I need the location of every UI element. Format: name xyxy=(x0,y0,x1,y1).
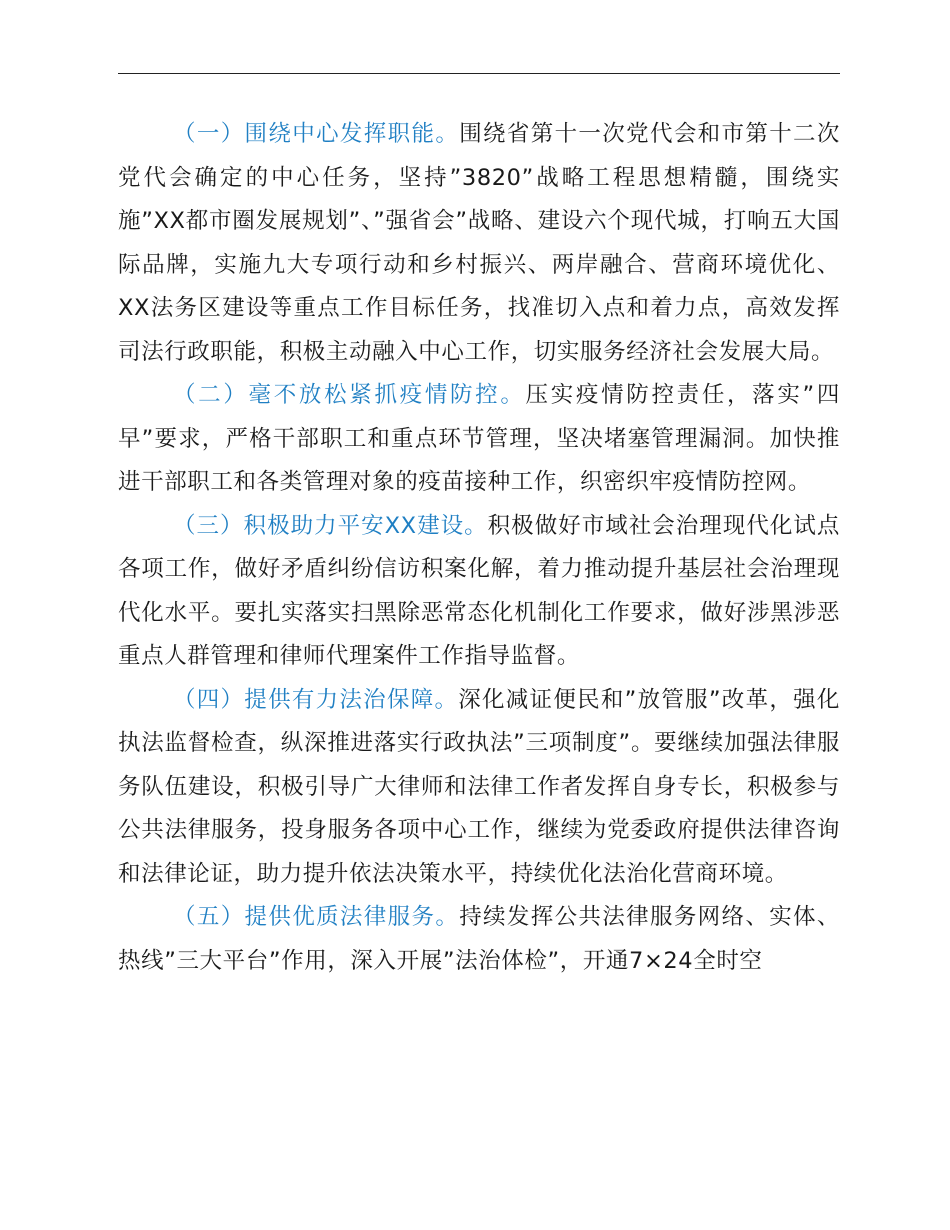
header-rule xyxy=(118,73,840,74)
paragraph-4 xyxy=(118,679,840,897)
paragraph-1 xyxy=(118,113,840,374)
paragraph-1-text: 围绕省第十一次党代会和市第十二次党代会确定的中心任务，坚持”3820”战略工程思想精髓，围绕实施”XX都市圈发展规划”、”强省会”战略、建设六个现代城，打响五大国际品牌，实施九大专项行动和乡村振兴、两岸融合、营商环境优化、XX法务区建设等重点工作目标任务，找准切入点和着力点，高效发挥司法行政职能，积极主动融入中心工作，切实服务经济社会发展大局。 xyxy=(118,121,841,365)
paragraph-5-text: 持续发挥公共法律服务网络、实体、热线”三大平台”作用，深入开展”法治体检”，开通7×24全时空 xyxy=(118,904,841,974)
paragraph-1-heading: （一）围绕中心发挥职能。 xyxy=(173,121,460,147)
document-body xyxy=(118,113,840,983)
paragraph-2 xyxy=(118,374,840,505)
paragraph-2-heading: （二）毫不放松紧抓疫情防控。 xyxy=(173,382,526,408)
paragraph-5-heading: （五）提供优质法律服务。 xyxy=(173,904,460,930)
paragraph-3 xyxy=(118,505,840,679)
paragraph-4-heading: （四）提供有力法治保障。 xyxy=(173,686,459,713)
paragraph-3-text: 积极做好市域社会治理现代化试点各项工作，做好矛盾纠纷信访积案化解，着力推动提升基层社会治理现代化水平。要扎实落实扫黑除恶常态化机制化工作要求，做好涉黑涉恶重点人群管理和律师代理案件工作指导监督。 xyxy=(118,512,840,669)
paragraph-5 xyxy=(118,896,840,983)
paragraph-4-text: 深化减证便民和”放管服”改革，强化执法监督检查，纵深推进落实行政执法”三项制度”。要继续加强法律服务队伍建设，积极引导广大律师和法律工作者发挥自身专长，积极参与公共法律服务，投身服务各项中心工作，继续为党委政府提供法律咨询和法律论证，助力提升依法决策水平，持续优化法治化营商环境。 xyxy=(118,686,840,887)
paragraph-3-heading: （三）积极助力平安XX建设。 xyxy=(173,512,488,539)
paragraph-2-text: 压实疫情防控责任，落实”四早”要求，严格干部职工和重点环节管理，坚决堵塞管理漏洞。加快推进干部职工和各类管理对象的疫苗接种工作，织密织牢疫情防控网。 xyxy=(118,382,840,495)
